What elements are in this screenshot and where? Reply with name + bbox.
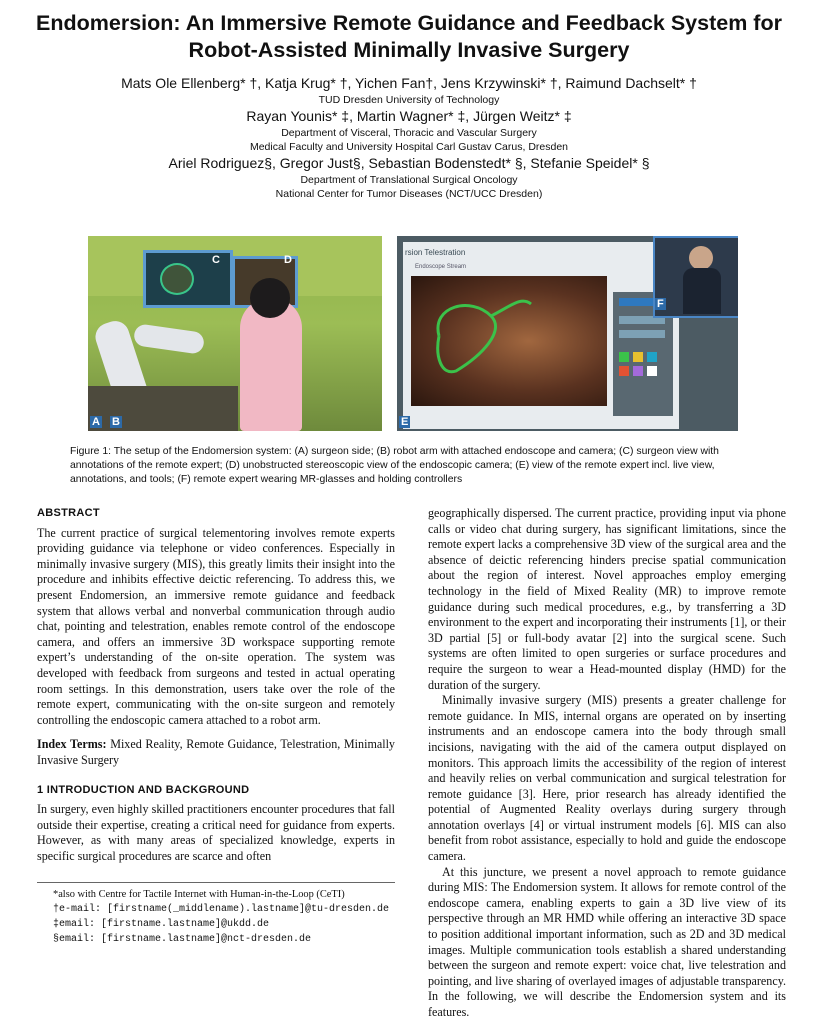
section-1-heading: 1 INTRODUCTION AND BACKGROUND — [37, 783, 250, 796]
label-f: F — [657, 298, 664, 310]
window-subtitle: Endoscope Stream — [415, 264, 467, 270]
title-line-1: Endomersion: An Immersive Remote Guidance and Feedback System for — [36, 11, 782, 35]
window-title: rsion Telestration — [405, 248, 466, 257]
title-line-2: Robot-Assisted Minimally Invasive Surgery — [188, 38, 630, 62]
remote-expert-view — [397, 236, 738, 431]
surgeon-side-photo — [88, 236, 382, 431]
index-terms-list: Mixed Reality, Remote Guidance, Telestration, Minimally Invasive Surgery — [37, 737, 395, 767]
label-a: A — [92, 416, 100, 428]
author-line-1: Mats Ole Ellenberg* †, Katja Krug* †, Yichen Fan†, Jens Krzywinski* †, Raimund Dachselt* † — [121, 75, 697, 91]
abstract-text: The current practice of surgical telementoring involves remote experts providing guidance via telephone or video conferences. Especially in minimally invasive surgery (MIS), this greatly limits their insight into the procedure and inhibits effective deictic referencing. To address this, we present Endomersion, an immersive remote guidance and feedback system that allows verbal and nonverbal communication through audio chat, pointing and telestration, enables remote control of the endoscope camera, and offers an immersive 3D workspace supporting remote expert’s understanding of the on-site operation. The system was developed with feedback from surgeons and tested in actual operating room settings. In this demonstration, users take over the role of the remote expert, communicating with the on-site surgeon and remotely controlling the endoscopic camera attached to a robot arm. — [37, 525, 395, 727]
affiliation-1: TUD Dresden University of Technology — [318, 94, 500, 106]
author-line-3: Ariel Rodriguez§, Gregor Just§, Sebastian Bodenstedt* §, Stefanie Speidel* § — [168, 155, 650, 171]
label-b: B — [112, 416, 120, 428]
affiliation-3b: National Center for Tumor Diseases (NCT/UCC Dresden) — [275, 188, 543, 200]
intro-paragraph-2: Minimally invasive surgery (MIS) presents a greater challenge for remote guidance. In MIS, internal organs are operated on by inserting instruments and an endoscope camera into the body through small incisions, navigating with the aid of the camera output displayed on monitors. This approach limits the accessibility of the region of interest and heavily relies on verbal communication and surgical telestration for remote guidance [3]. Here, prior research has already identified the potential of Augmented Reality overlays during surgery through annotation overlays [4] or virtual instrument models [6]. MIS can also benefit from robot assistance, especially to hold and guide the endoscope camera. — [428, 693, 786, 864]
intro-paragraph-3: At this juncture, we present a novel approach to remote guidance during MIS: The Endomersion system. It allows for remote control of the endoscope camera, enabling experts to gain a 3D live view of its perspective through an MR HMD while offering an interactive 3D space to position additional important information, such as 2D and 3D medical images. Multiple communication tools establish a shared understanding between the surgeon and remote expert: voice chat, live telestration and pointing, and live sharing of overlayed images of adjustable transparency. In the following, we will describe the Endomersion system and its features. — [428, 864, 786, 1019]
endoscope-stream — [411, 276, 607, 406]
abstract-heading: ABSTRACT — [37, 507, 100, 519]
author-line-2: Rayan Younis* ‡, Martin Wagner* ‡, Jürgen Weitz* ‡ — [246, 108, 572, 124]
footnote-1: *also with Centre for Tactile Internet with Human-in-the-Loop (CeTI) — [53, 889, 345, 900]
affiliation-3a: Department of Translational Surgical Oncology — [300, 174, 518, 186]
right-column — [428, 506, 786, 1021]
label-d: D — [284, 254, 292, 266]
affiliation-2a: Department of Visceral, Thoracic and Vascular Surgery — [281, 127, 537, 139]
intro-paragraph-1-continued: geographically dispersed. The current practice, providing input via phone calls or video chat during surgery, has significant limitations, since the remote expert lacks a comprehensive 3D view of the surgical area and the absence of deictic referencing hinders precise spatial communication about the region of interest. Novel approaches employ emerging technology in the field of Mixed Reality (MR) to improve remote guidance during such medical procedures, e.g., by transferring a 3D environment to the expert and incorporating their instruments [1], or their 3D partial [5] or full-body avatar [2] into the surgical scene. Such systems are often limited to open surgeries or surface procedures and require the surgeon to wear a Head-mounted display (HMD) for the duration of the surgery. — [428, 506, 786, 692]
left-column — [37, 506, 395, 864]
label-c: C — [212, 254, 220, 266]
index-terms-label: Index Terms: — [37, 737, 107, 752]
intro-paragraph-1: In surgery, even highly skilled practitioners encounter procedures that fall outside their expertise, creating a critical need for guidance from experts. However, as with many areas of specialized knowledge, experts in specific surgical procedures are scarce and often — [37, 802, 395, 863]
author-block — [0, 74, 818, 201]
label-e: E — [401, 416, 409, 428]
figure-caption: Figure 1: The setup of the Endomersion system: (A) surgeon side; (B) robot arm with attached endoscope and camera; (C) surgeon view with annotations of the remote expert; (D) unobstructed stereoscopic view of the endoscopic camera; (E) view of the remote expert incl. live view, annotations, and tools; (F) remote expert wearing MR-glasses and holding controllers — [70, 446, 719, 485]
footnote-2: †e-mail: [firstname(_middlename).lastname]@tu-dresden.de — [53, 904, 390, 915]
footnotes — [37, 882, 395, 947]
figure-1 — [88, 236, 738, 431]
footnote-3: ‡email: [firstname.lastname]@ukdd.de — [53, 919, 270, 930]
footnote-4: §email: [firstname.lastname]@nct-dresden.de — [53, 934, 312, 945]
affiliation-2b: Medical Faculty and University Hospital Carl Gustav Carus, Dresden — [249, 141, 569, 153]
expert-with-hmd-photo — [653, 236, 738, 318]
paper-title — [0, 10, 818, 64]
telestration-window — [403, 242, 679, 429]
index-terms — [37, 737, 395, 768]
telestration-annotation — [411, 276, 607, 406]
